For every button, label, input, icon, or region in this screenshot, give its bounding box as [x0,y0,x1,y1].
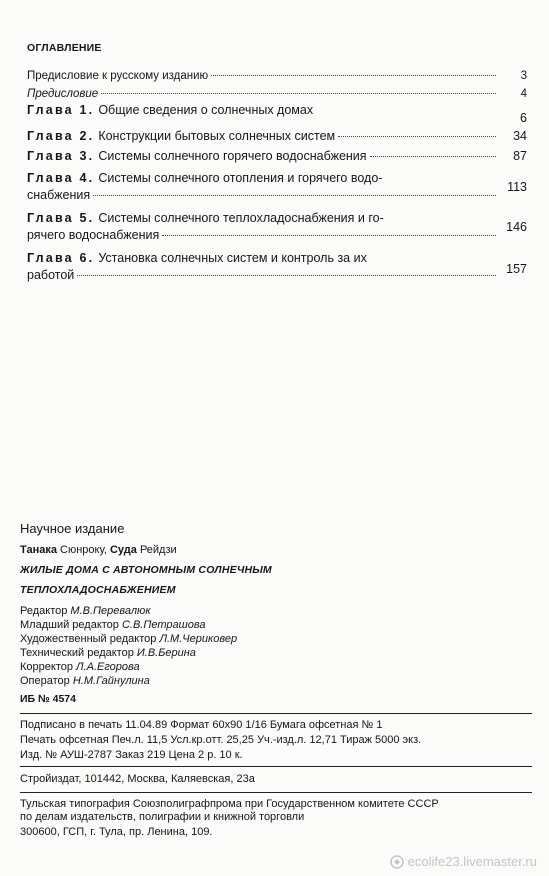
print-info-line: Печать офсетная Печ.л. 11,5 Усл.кр.отт. 25,25 Уч.-изд.л. 12,71 Тираж 5000 экз. [20,734,422,746]
book-title-line1: ЖИЛЫЕ ДОМА С АВТОНОМНЫМ СОЛНЕЧНЫМ [20,564,272,576]
toc-chapter-title: Системы солнечного горячего водоснабжения [98,149,367,163]
toc-chapter-number: Глава 4. [27,171,95,185]
toc-entry [27,86,527,103]
printer-line: 300600, ГСП, г. Тула, пр. Ленина, 109. [20,826,213,838]
toc-page-number: 4 [520,88,527,100]
toc-entry [27,210,527,244]
toc-entry-label: Предисловие к русскому изданию [27,70,209,82]
toc-chapter-title-cont: работой [27,268,75,282]
staff-role: Корректор [20,661,73,673]
staff-row [20,647,528,660]
staff-role: Младший редактор [20,619,119,631]
print-info-line: Подписано в печать 11.04.89 Формат 60х90 1/16 Бумага офсетная № 1 [20,719,383,731]
toc-page-number: 113 [507,180,527,194]
toc-chapter-title: Установка солнечных систем и контроль за их [98,251,367,265]
toc-entry [27,250,527,284]
toc-entry [27,68,527,85]
book-title-line2: ТЕПЛОХЛАДОСНАБЖЕНИЕМ [20,584,176,596]
toc-page-number: 6 [520,111,527,125]
staff-role: Редактор [20,605,68,617]
toc-entry [27,148,527,165]
toc-chapter-number: Глава 2. [27,129,95,143]
toc-entry [27,128,527,145]
staff-name: М.В.Перевалюк [70,605,151,617]
publisher-address: Стройиздат, 101442, Москва, Каляевская, 23а [20,773,255,785]
staff-role: Технический редактор [20,647,134,659]
toc-chapter-number: Глава 5. [27,211,95,225]
ib-number: ИБ № 4574 [20,693,76,705]
toc-page-number: 87 [513,149,527,163]
toc-entry-label: Предисловие [27,88,99,100]
staff-row [20,619,528,632]
staff-row [20,675,528,688]
toc-chapter-title-cont: рячего водоснабжения [27,228,160,242]
author-name: Сюнроку, [60,544,107,556]
toc-entry [27,170,527,204]
staff-name: Л.А.Егорова [76,661,140,673]
divider [20,792,532,793]
divider [20,713,532,714]
divider [20,766,532,767]
staff-name: Н.М.Гайнулина [72,675,150,687]
toc-page-number: 146 [506,220,527,234]
author-surname: Танака [20,544,57,556]
staff-name: Л.М.Чериковер [159,633,238,645]
toc-page-number: 34 [513,129,527,143]
toc-page-number: 157 [506,262,527,276]
printer-line: Тульская типография Союзполиграфпрома при Государственном комитете СССР [20,798,439,810]
edition-type: Научное издание [20,521,125,536]
toc-chapter-title: Системы солнечного отопления и горячего водо- [98,171,383,185]
staff-role: Художественный редактор [20,633,157,645]
authors [20,544,528,557]
toc-heading: ОГЛАВЛЕНИЕ [27,42,102,54]
staff-role: Оператор [20,675,70,687]
toc-chapter-title: Конструкции бытовых солнечных систем [98,129,336,143]
toc-chapter-number: Глава 6. [27,251,95,265]
toc-chapter-title: Системы солнечного теплохладоснабжения и го- [98,211,384,225]
watermark-text: ecolife23.livemaster.ru [407,854,537,869]
printer-line: по делам издательств, полиграфии и книжной торговли [20,811,305,823]
toc-chapter-number: Глава 1. [27,103,95,117]
toc-page-number: 3 [520,70,527,82]
author-name: Рейдзи [139,544,177,556]
staff-row [20,605,528,618]
toc-chapter-title-cont: снабжения [27,188,91,202]
livemaster-logo-icon [390,855,404,869]
staff-row [20,633,528,646]
staff-name: И.В.Берина [136,647,196,659]
watermark [390,854,537,869]
toc-entry [27,102,527,125]
print-info-line: Изд. № АУШ-2787 Заказ 219 Цена 2 р. 10 к. [20,749,243,761]
toc-chapter-number: Глава 3. [27,149,95,163]
staff-row [20,661,528,674]
staff-name: С.В.Петрашова [121,619,206,631]
toc-chapter-title: Общие сведения о солнечных домах [98,103,314,117]
author-surname: Суда [109,544,137,556]
